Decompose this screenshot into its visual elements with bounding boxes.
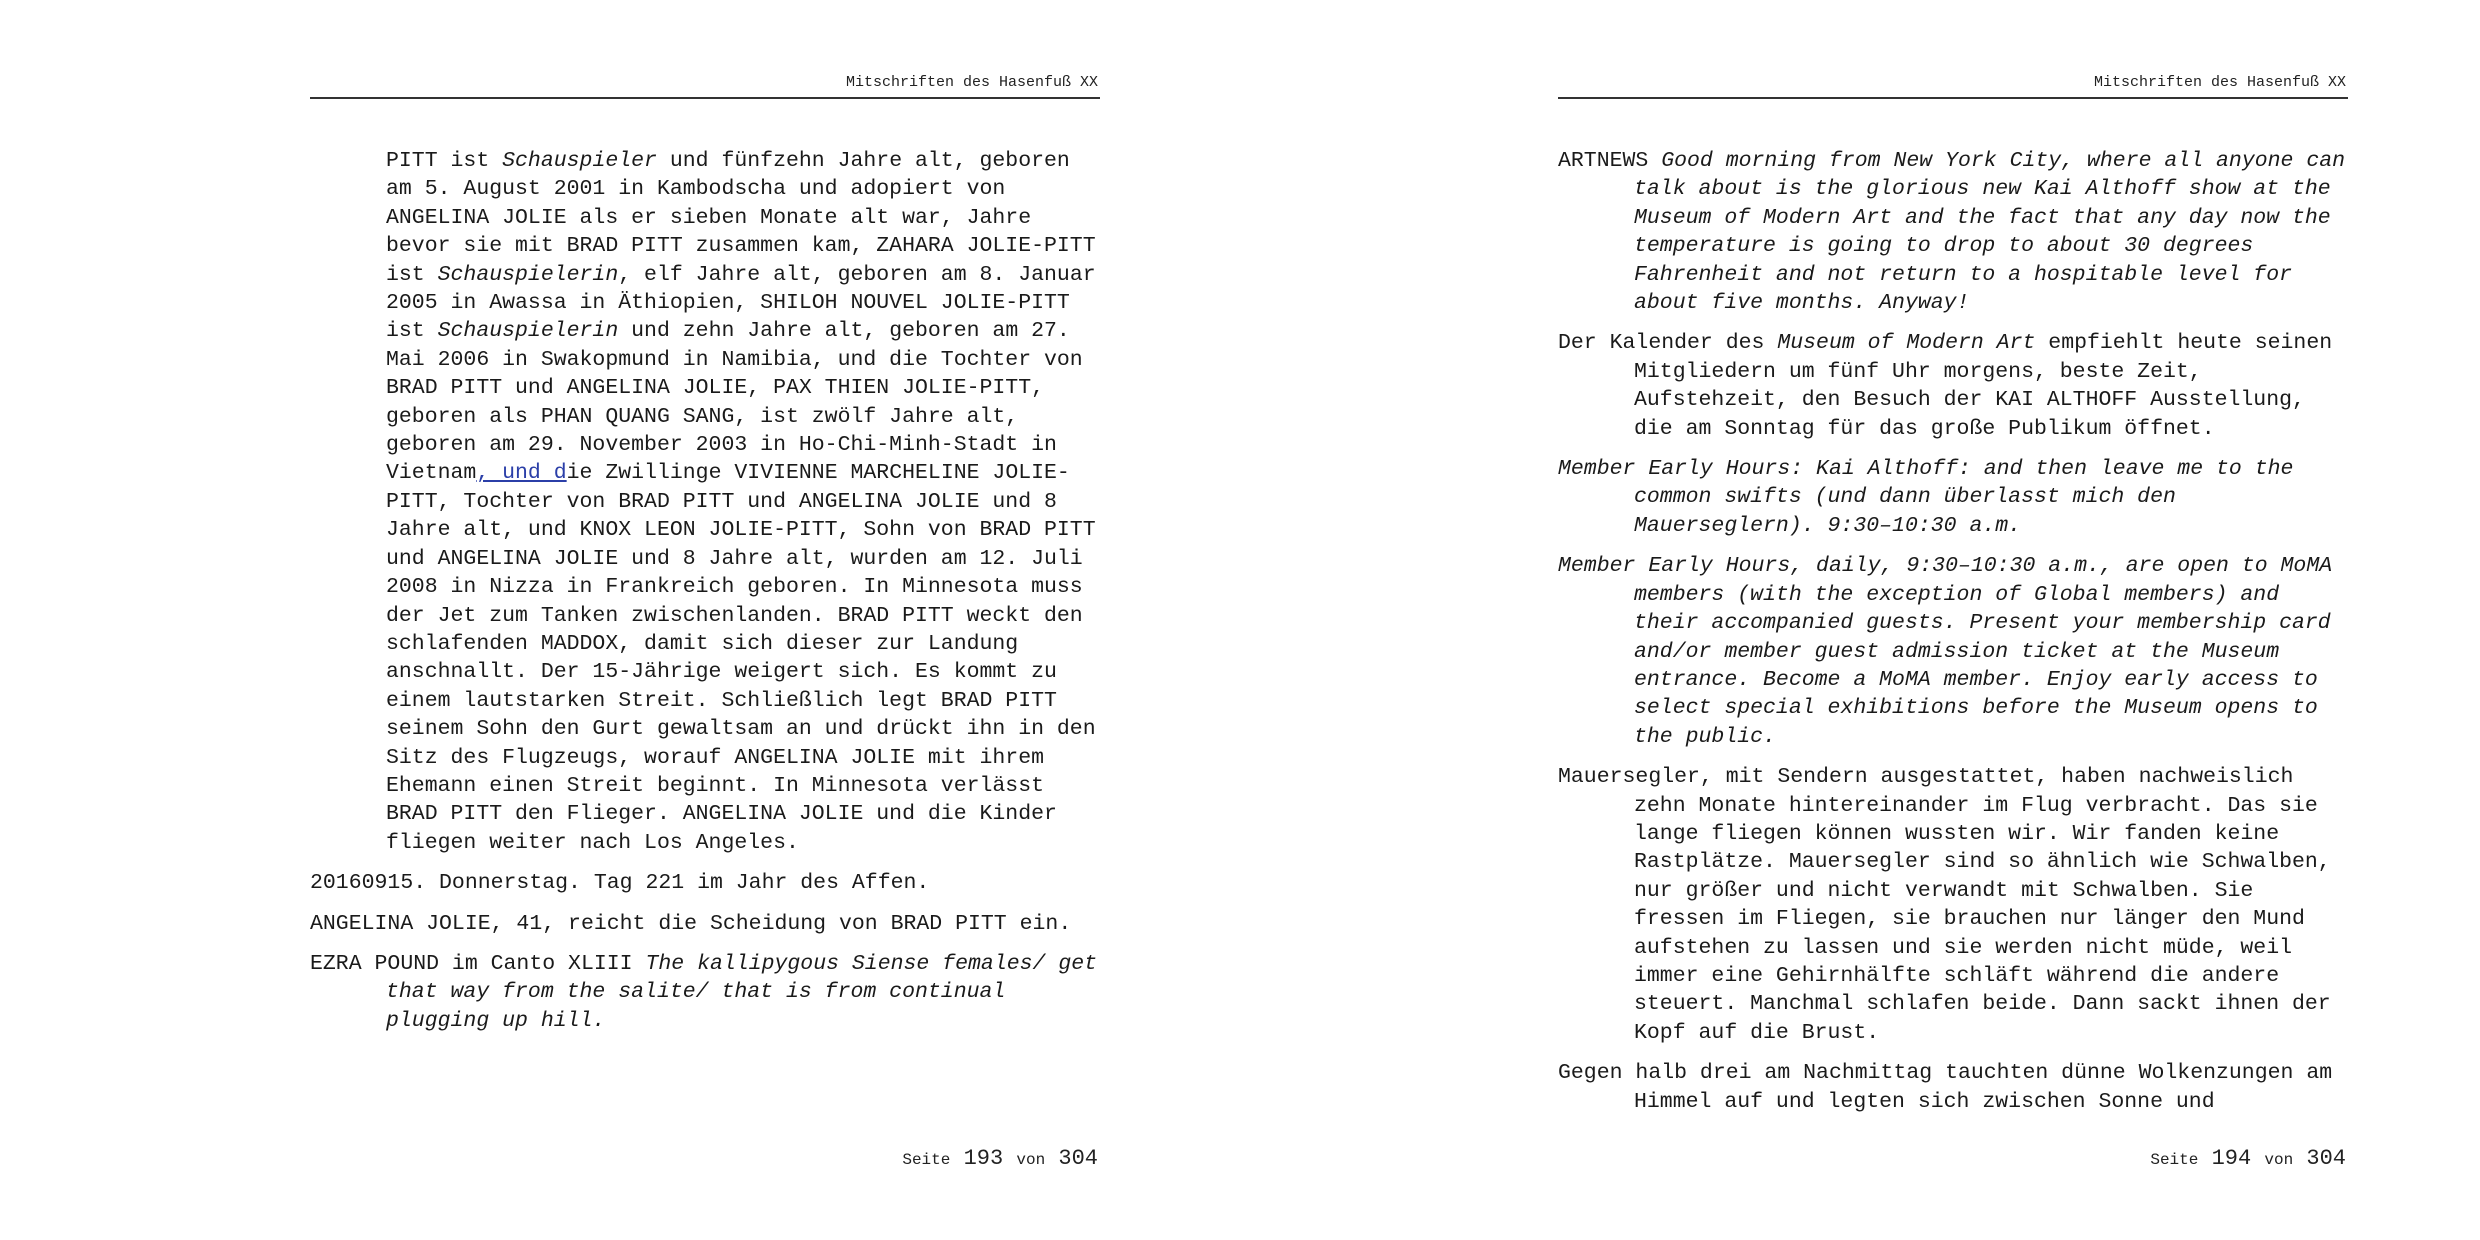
header-rule bbox=[310, 97, 1100, 99]
paragraph-moma-calendar bbox=[1558, 329, 2348, 443]
paragraph-ezra-pound bbox=[310, 950, 1100, 1035]
speaker-label: ARTNEWS bbox=[1558, 149, 1662, 173]
italic-run: Schauspieler bbox=[502, 149, 657, 173]
tracked-change-insertion[interactable]: , und d bbox=[476, 461, 567, 486]
quote-text: The kallipygous Siense females/ get that way from the salite/ that is from continual plugging up hill. bbox=[386, 951, 1098, 1033]
paragraph-children-list bbox=[310, 147, 1100, 857]
text-run: und zehn Jahre alt, geboren am 27. Mai 2006 in Swakopmund in Namibia, und die Tochter von BRAD PITT und ANGELINA JOLIE, PAX THIEN JOLIE-PITT, geboren als PHAN QUANG SANG, ist zwölf Jahre alt, geboren am 29. November 2003 in Ho-Chi-Minh-Stadt in Vietnam bbox=[386, 319, 1083, 486]
page-number: 194 bbox=[2211, 1146, 2252, 1171]
text-run: , elf Jahre alt, geboren am 8. Januar 2005 in Awassa in Äthiopien, SHILOH NOUVEL JOLIE-PITT ist bbox=[386, 262, 1096, 344]
page-left bbox=[310, 0, 1100, 1240]
speaker-label: EZRA POUND im Canto XLIII bbox=[310, 951, 646, 976]
text-run: ie Zwillinge VIVIENNE MARCHELINE JOLIE-PITT, Tochter von BRAD PITT und ANGELINA JOLIE und 8 Jahre alt, und KNOX LEON JOLIE-PITT, Sohn von BRAD PITT und ANGELINA JOLIE und 8 Jahre alt, wurden am 12. Juli 2008 in Nizza in Frankreich geboren. In Minnesota muss der Jet zum Tanken zwischenlanden. BRAD PITT weckt den schlafenden MADDOX, damit sich dieser zur Landung anschnallt. Der 15-Jährige weigert sich. Es kommt zu einem lautstarken Streit. Schließlich legt BRAD PITT seinem Sohn den Gurt gewaltsam an und drückt ihn in den Sitz des Flugzeugs, worauf ANGELINA JOLIE mit ihrem Ehemann einen Streit beginnt. In Minnesota verlässt BRAD PITT den Flieger. ANGELINA JOLIE und die Kinder fliegen weiter nach Los Angeles. bbox=[386, 461, 1096, 855]
paragraph-afternoon: Gegen halb drei am Nachmittag tauchten dünne Wolkenzungen am Himmel auf und legten sich zwischen Sonne und bbox=[1558, 1061, 2333, 1114]
page-body bbox=[310, 147, 1100, 1047]
page-right bbox=[1558, 0, 2348, 1240]
footer-prefix: Seite bbox=[2150, 1151, 2199, 1169]
paragraph-member-hours-title: Member Early Hours: Kai Althoff: and then leave me to the common swifts (und dann überlasst mich den Mauerseglern). 9:30–10:30 a.m. bbox=[1558, 457, 2294, 538]
page-footer bbox=[902, 1146, 1098, 1171]
text-run: und fünfzehn Jahre alt, geboren am 5. August 2001 in Kambodscha und adopiert von ANGELINA JOLIE als er sieben Monate alt war, Jahre bevor sie mit BRAD PITT zusammen kam, ZAHARA JOLIE-PITT ist bbox=[386, 149, 1096, 287]
page-total: 304 bbox=[2306, 1146, 2346, 1171]
footer-prefix: Seite bbox=[902, 1151, 951, 1169]
paragraph-artnews bbox=[1558, 147, 2348, 317]
paragraph-member-hours-detail: Member Early Hours, daily, 9:30–10:30 a.m., are open to MoMA members (with the exception of Global members) and their accompanied guests. Present your membership card and/or member guest admission ticket at the Museum entrance. Become a MoMA member. Enjoy early access to select special exhibitions before the Museum opens to the public. bbox=[1558, 554, 2333, 749]
footer-of: von bbox=[1016, 1151, 1046, 1169]
running-head: Mitschriften des Hasenfuß XX bbox=[2093, 74, 2346, 91]
page-footer bbox=[2150, 1146, 2346, 1171]
quote-text: Good morning from New York City, where all anyone can talk about is the glorious new Kai Althoff show at the Museum of Modern Art and the fact that any day now the temperature is going to drop to about 30 degrees Fahrenheit and not return to a hospitable level for about five months. Anyway! bbox=[1634, 149, 2346, 316]
text-run: empfiehlt heute seinen Mitgliedern um fünf Uhr morgens, beste Zeit, Aufstehzeit, den Besuch der KAI ALTHOFF Ausstellung, die am Sonntag für das große Publikum öffnet. bbox=[1634, 331, 2333, 441]
page-total: 304 bbox=[1058, 1146, 1098, 1171]
text-run: PITT ist bbox=[386, 149, 503, 173]
footer-of: von bbox=[2264, 1151, 2294, 1169]
header-rule bbox=[1558, 97, 2348, 99]
italic-run: Museum of Modern Art bbox=[1777, 331, 2036, 356]
paragraph-date-entry: 20160915. Donnerstag. Tag 221 im Jahr des Affen. bbox=[310, 871, 930, 896]
italic-run: Schauspielerin bbox=[437, 262, 619, 287]
running-head: Mitschriften des Hasenfuß XX bbox=[845, 74, 1098, 91]
paragraph-divorce: ANGELINA JOLIE, 41, reicht die Scheidung von BRAD PITT ein. bbox=[310, 911, 1072, 936]
paragraph-mauersegler: Mauersegler, mit Sendern ausgestattet, haben nachweislich zehn Monate hintereinander im Flug verbracht. Das sie lange fliegen können wussten wir. Wir fanden keine Rastplätze. Mauersegler sind so ähnlich wie Schwalben, nur größer und nicht verwandt mit Schwalben. Sie fressen im Fliegen, sie brauchen nur länger den Mund aufstehen zu lassen und sie werden nicht müde, weil immer eine Gehirnhälfte schläft während die andere steuert. Manchmal schlafen beide. Dann sackt ihnen der Kopf auf die Brust. bbox=[1558, 765, 2331, 1045]
italic-run: Schauspielerin bbox=[437, 319, 619, 344]
page-number: 193 bbox=[963, 1146, 1004, 1171]
page-body bbox=[1558, 147, 2348, 1128]
text-run: Der Kalender des bbox=[1558, 331, 1778, 356]
